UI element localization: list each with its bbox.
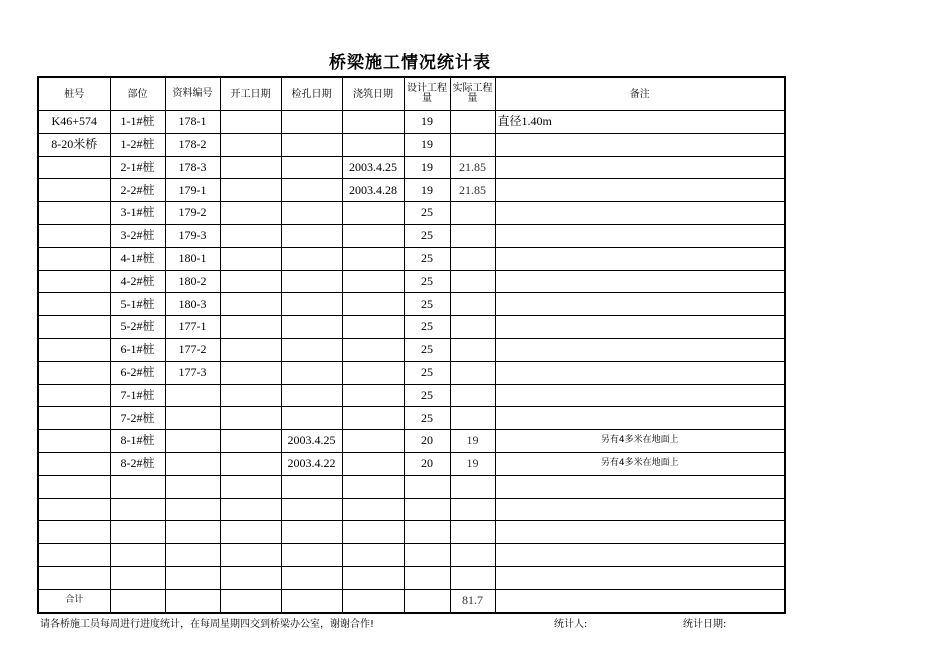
table-cell[interactable]: 25 — [404, 247, 450, 270]
footer-stat-date: 统计日期: — [683, 619, 727, 630]
table-cell[interactable] — [281, 111, 342, 134]
table-cell[interactable] — [281, 270, 342, 293]
table-cell[interactable] — [38, 224, 110, 247]
table-cell[interactable] — [220, 202, 281, 225]
table-cell[interactable] — [342, 589, 404, 612]
table-cell[interactable]: 19 — [404, 179, 450, 202]
table-cell[interactable] — [450, 111, 495, 134]
table-cell[interactable] — [220, 452, 281, 475]
table-cell[interactable] — [495, 156, 785, 179]
table-cell[interactable] — [281, 293, 342, 316]
table-cell[interactable]: 177-3 — [165, 361, 220, 384]
total-actual-value[interactable]: 81.7 — [450, 589, 495, 612]
table-cell[interactable]: 21.85 — [450, 156, 495, 179]
table-cell[interactable]: K46+574 — [38, 111, 110, 134]
table-cell[interactable]: 25 — [404, 338, 450, 361]
table-cell[interactable] — [165, 566, 220, 589]
table-cell[interactable] — [220, 179, 281, 202]
table-cell[interactable] — [38, 202, 110, 225]
table-cell[interactable]: 7-2#桩 — [110, 407, 165, 430]
table-cell[interactable]: 20 — [404, 430, 450, 453]
table-row — [38, 202, 785, 225]
table-cell[interactable] — [342, 566, 404, 589]
table-cell[interactable]: 6-2#桩 — [110, 361, 165, 384]
page-title: 桥梁施工情况统计表 — [329, 53, 491, 73]
total-label[interactable]: 合计 — [38, 589, 110, 612]
table-cell[interactable] — [342, 224, 404, 247]
table-cell[interactable] — [450, 316, 495, 339]
table-cell[interactable] — [450, 247, 495, 270]
table-cell[interactable] — [38, 179, 110, 202]
table-cell[interactable]: 179-1 — [165, 179, 220, 202]
table-cell[interactable] — [38, 247, 110, 270]
table-cell[interactable] — [165, 589, 220, 612]
table-row — [38, 338, 785, 361]
table-cell[interactable]: 6-1#桩 — [110, 338, 165, 361]
table-cell[interactable]: 25 — [404, 407, 450, 430]
table-cell[interactable] — [220, 384, 281, 407]
table-cell[interactable] — [495, 521, 785, 544]
table-cell[interactable]: 2003.4.28 — [342, 179, 404, 202]
table-row — [38, 498, 785, 521]
table-cell[interactable]: 3-2#桩 — [110, 224, 165, 247]
table-cell[interactable] — [495, 179, 785, 202]
statistics-table — [37, 76, 786, 614]
table-cell[interactable] — [450, 498, 495, 521]
table-cell[interactable] — [165, 452, 220, 475]
table-cell[interactable] — [281, 224, 342, 247]
table-cell[interactable] — [38, 156, 110, 179]
table-cell[interactable] — [495, 475, 785, 498]
table-cell[interactable] — [281, 338, 342, 361]
table-cell[interactable]: 180-1 — [165, 247, 220, 270]
table-cell[interactable] — [38, 384, 110, 407]
table-cell[interactable] — [450, 133, 495, 156]
table-cell[interactable] — [38, 316, 110, 339]
table-cell[interactable] — [450, 202, 495, 225]
table-cell[interactable]: 2003.4.22 — [281, 452, 342, 475]
table-cell[interactable] — [281, 544, 342, 567]
header-row — [38, 77, 785, 111]
table-cell[interactable] — [38, 544, 110, 567]
table-cell[interactable] — [281, 521, 342, 544]
table-cell[interactable] — [450, 270, 495, 293]
table-cell[interactable]: 3-1#桩 — [110, 202, 165, 225]
table-cell[interactable] — [450, 361, 495, 384]
table-cell[interactable] — [450, 224, 495, 247]
table-cell[interactable]: 4-1#桩 — [110, 247, 165, 270]
table-cell[interactable] — [342, 247, 404, 270]
table-cell[interactable] — [220, 498, 281, 521]
table-cell[interactable] — [220, 521, 281, 544]
table-cell[interactable] — [281, 407, 342, 430]
table-cell[interactable] — [220, 224, 281, 247]
table-cell[interactable] — [342, 338, 404, 361]
table-cell[interactable] — [404, 521, 450, 544]
table-cell[interactable] — [165, 521, 220, 544]
table-cell[interactable] — [220, 361, 281, 384]
table-cell[interactable]: 5-2#桩 — [110, 316, 165, 339]
table-cell[interactable] — [495, 338, 785, 361]
table-cell[interactable]: 19 — [450, 452, 495, 475]
table-row — [38, 133, 785, 156]
table-cell[interactable] — [281, 133, 342, 156]
table-cell[interactable] — [495, 316, 785, 339]
table-cell[interactable] — [404, 544, 450, 567]
table-cell[interactable] — [38, 498, 110, 521]
table-cell[interactable] — [220, 293, 281, 316]
table-cell[interactable] — [110, 498, 165, 521]
table-cell[interactable] — [220, 566, 281, 589]
table-cell[interactable] — [450, 384, 495, 407]
table-row — [38, 544, 785, 567]
table-cell[interactable]: 2-2#桩 — [110, 179, 165, 202]
table-cell[interactable]: 25 — [404, 270, 450, 293]
table-cell[interactable]: 2-1#桩 — [110, 156, 165, 179]
table-cell[interactable] — [110, 544, 165, 567]
table-cell[interactable] — [495, 361, 785, 384]
header-cell: 备注 — [495, 77, 785, 111]
table-cell[interactable]: 25 — [404, 316, 450, 339]
table-cell[interactable]: 19 — [404, 111, 450, 134]
table-cell[interactable]: 21.85 — [450, 179, 495, 202]
table-cell[interactable] — [342, 544, 404, 567]
table-cell[interactable] — [38, 270, 110, 293]
table-cell[interactable] — [281, 589, 342, 612]
table-cell[interactable] — [404, 475, 450, 498]
table-cell[interactable] — [38, 521, 110, 544]
table-cell[interactable] — [220, 338, 281, 361]
table-cell[interactable]: 8-2#桩 — [110, 452, 165, 475]
table-cell[interactable] — [404, 589, 450, 612]
table-cell[interactable] — [220, 407, 281, 430]
table-cell[interactable] — [495, 247, 785, 270]
table-cell[interactable] — [342, 430, 404, 453]
header-cell: 资料编号 — [165, 77, 220, 111]
table-row — [38, 430, 785, 453]
table-cell[interactable] — [281, 475, 342, 498]
footer-note: 请各桥施工员每周进行进度统计，在每周星期四交到桥梁办公室，谢谢合作! — [40, 619, 375, 630]
table-cell[interactable] — [165, 544, 220, 567]
table-cell[interactable] — [110, 475, 165, 498]
header-cell: 浇筑日期 — [342, 77, 404, 111]
table-cell[interactable] — [281, 361, 342, 384]
table-cell[interactable] — [220, 544, 281, 567]
table-row — [38, 156, 785, 179]
table-row — [38, 407, 785, 430]
table-cell[interactable] — [342, 202, 404, 225]
table-cell[interactable] — [450, 407, 495, 430]
table-cell[interactable] — [38, 566, 110, 589]
table-cell[interactable] — [495, 270, 785, 293]
table-cell[interactable] — [404, 566, 450, 589]
table-cell[interactable] — [220, 133, 281, 156]
table-cell[interactable]: 180-2 — [165, 270, 220, 293]
header-cell: 设计工程量 — [404, 77, 450, 111]
table-cell[interactable] — [495, 566, 785, 589]
table-cell[interactable]: 19 — [404, 133, 450, 156]
table-cell[interactable] — [220, 270, 281, 293]
table-cell[interactable] — [495, 224, 785, 247]
table-cell[interactable] — [342, 361, 404, 384]
table-cell[interactable]: 25 — [404, 361, 450, 384]
table-cell[interactable] — [110, 521, 165, 544]
table-cell[interactable] — [342, 498, 404, 521]
table-cell[interactable]: 另有4多米在地面上 — [495, 430, 785, 453]
table-cell[interactable] — [450, 293, 495, 316]
table-cell[interactable] — [281, 566, 342, 589]
table-cell[interactable] — [495, 544, 785, 567]
header-cell: 开工日期 — [220, 77, 281, 111]
header-cell: 实际工程量 — [450, 77, 495, 111]
header-cell: 部位 — [110, 77, 165, 111]
table-cell[interactable] — [495, 407, 785, 430]
table-cell[interactable] — [342, 293, 404, 316]
table-cell[interactable] — [342, 452, 404, 475]
table-cell[interactable] — [450, 566, 495, 589]
table-cell[interactable]: 25 — [404, 384, 450, 407]
table-cell[interactable] — [110, 589, 165, 612]
table-cell[interactable] — [110, 566, 165, 589]
table-row — [38, 521, 785, 544]
table-cell[interactable] — [281, 247, 342, 270]
table-cell[interactable]: 5-1#桩 — [110, 293, 165, 316]
table-cell[interactable] — [220, 247, 281, 270]
table-cell[interactable] — [281, 179, 342, 202]
table-cell[interactable] — [495, 589, 785, 612]
footer-stat-person: 统计人: — [554, 619, 588, 630]
table-cell[interactable] — [342, 407, 404, 430]
table-cell[interactable] — [342, 475, 404, 498]
table-cell[interactable] — [342, 316, 404, 339]
table-row — [38, 293, 785, 316]
table-cell[interactable]: 178-1 — [165, 111, 220, 134]
table-cell[interactable] — [220, 430, 281, 453]
table-cell[interactable] — [165, 407, 220, 430]
table-cell[interactable] — [38, 475, 110, 498]
table-row — [38, 270, 785, 293]
table-cell[interactable]: 177-1 — [165, 316, 220, 339]
table-cell[interactable] — [495, 202, 785, 225]
table-row — [38, 452, 785, 475]
table-cell[interactable] — [281, 498, 342, 521]
table-cell[interactable]: 另有4多米在地面上 — [495, 452, 785, 475]
table-cell[interactable] — [450, 338, 495, 361]
table-cell[interactable]: 1-1#桩 — [110, 111, 165, 134]
table-cell[interactable] — [342, 521, 404, 544]
table-cell[interactable] — [450, 544, 495, 567]
header-cell: 检孔日期 — [281, 77, 342, 111]
table-cell[interactable] — [38, 430, 110, 453]
table-cell[interactable]: 25 — [404, 293, 450, 316]
table-cell[interactable] — [342, 133, 404, 156]
table-cell[interactable] — [281, 316, 342, 339]
table-cell[interactable] — [38, 338, 110, 361]
table-cell[interactable]: 7-1#桩 — [110, 384, 165, 407]
table-cell[interactable]: 直径1.40m — [495, 111, 785, 134]
table-row — [38, 247, 785, 270]
table-cell[interactable] — [220, 475, 281, 498]
table-cell[interactable]: 177-2 — [165, 338, 220, 361]
table-cell[interactable] — [342, 111, 404, 134]
table-cell[interactable] — [38, 452, 110, 475]
table-cell[interactable] — [495, 498, 785, 521]
table-cell[interactable]: 179-3 — [165, 224, 220, 247]
table-cell[interactable] — [220, 156, 281, 179]
table-cell[interactable]: 2003.4.25 — [342, 156, 404, 179]
table-cell[interactable] — [281, 202, 342, 225]
table-cell[interactable] — [404, 498, 450, 521]
table-cell[interactable]: 1-2#桩 — [110, 133, 165, 156]
table-row — [38, 316, 785, 339]
total-row — [38, 589, 785, 612]
table-cell[interactable] — [220, 589, 281, 612]
table-cell[interactable] — [450, 475, 495, 498]
table-cell[interactable]: 180-3 — [165, 293, 220, 316]
table-cell[interactable]: 179-2 — [165, 202, 220, 225]
table-cell[interactable] — [450, 521, 495, 544]
table-cell[interactable]: 8-20米桥 — [38, 133, 110, 156]
table-cell[interactable]: 25 — [404, 224, 450, 247]
table-cell[interactable]: 19 — [404, 156, 450, 179]
header-cell: 桩号 — [38, 77, 110, 111]
table-row — [38, 566, 785, 589]
table-cell[interactable]: 4-2#桩 — [110, 270, 165, 293]
table-cell[interactable] — [220, 111, 281, 134]
table-row — [38, 384, 785, 407]
table-cell[interactable]: 20 — [404, 452, 450, 475]
table-cell[interactable] — [220, 316, 281, 339]
table-cell[interactable] — [495, 133, 785, 156]
table-cell[interactable]: 178-2 — [165, 133, 220, 156]
table-cell[interactable]: 25 — [404, 202, 450, 225]
table-cell[interactable] — [342, 270, 404, 293]
table-cell[interactable] — [38, 361, 110, 384]
table-cell[interactable] — [281, 156, 342, 179]
table-row — [38, 475, 785, 498]
table-cell[interactable]: 8-1#桩 — [110, 430, 165, 453]
table-cell[interactable]: 19 — [450, 430, 495, 453]
table-cell[interactable]: 2003.4.25 — [281, 430, 342, 453]
table-row — [38, 224, 785, 247]
table-cell[interactable] — [165, 430, 220, 453]
table-cell[interactable] — [38, 407, 110, 430]
table-row — [38, 179, 785, 202]
table-cell[interactable] — [342, 384, 404, 407]
table-cell[interactable] — [495, 384, 785, 407]
table-cell[interactable] — [165, 498, 220, 521]
table-cell[interactable] — [495, 293, 785, 316]
table-cell[interactable] — [165, 384, 220, 407]
table-row — [38, 361, 785, 384]
table-cell[interactable] — [165, 475, 220, 498]
table-cell[interactable] — [38, 293, 110, 316]
table-cell[interactable] — [281, 384, 342, 407]
table-cell[interactable]: 178-3 — [165, 156, 220, 179]
table-row — [38, 111, 785, 134]
